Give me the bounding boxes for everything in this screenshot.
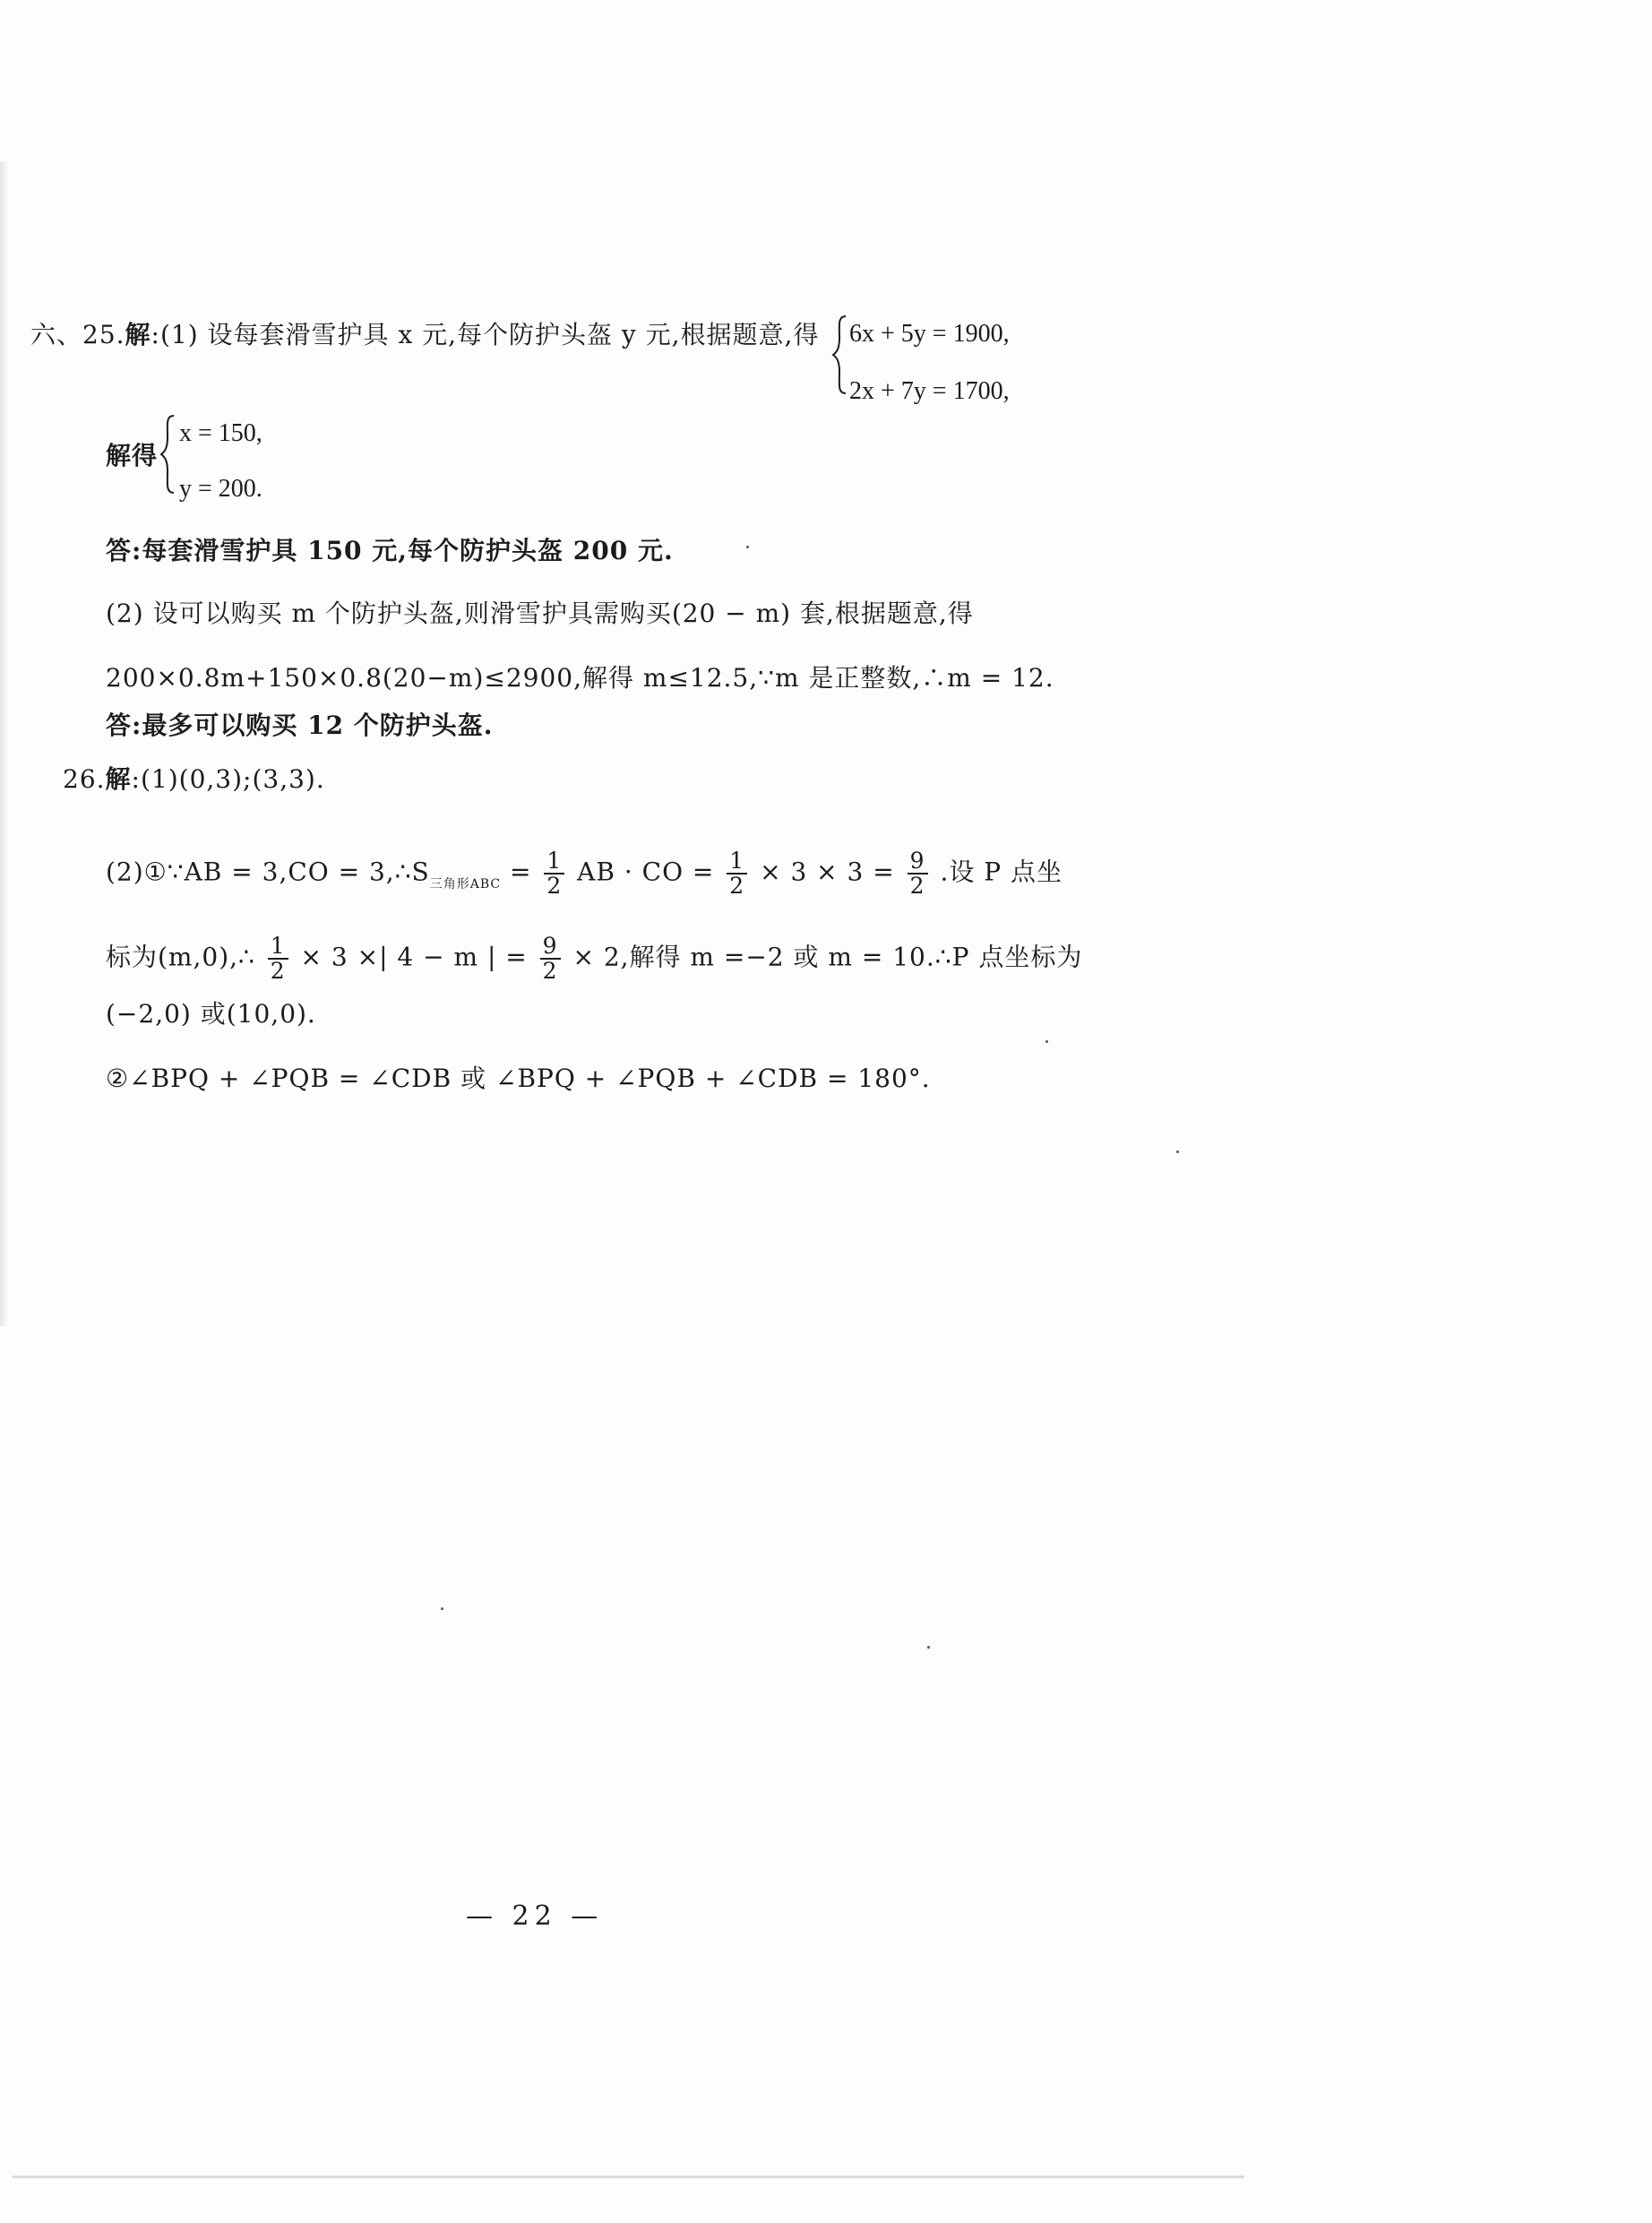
problem-26-result: (−2,0) 或(10,0).	[106, 999, 316, 1029]
solution-y: y = 200.	[179, 475, 262, 503]
solution-x: x = 150,	[179, 419, 262, 447]
left-brace-icon	[831, 314, 848, 395]
equation-2: 2x + 7y = 1700,	[849, 377, 1010, 405]
scan-speck	[441, 1607, 443, 1610]
fraction: $\frac{1}{2}$	[727, 849, 747, 898]
fraction: $\frac{1}{2}$	[544, 849, 564, 898]
fraction: $\frac{9}{2}$	[540, 935, 561, 983]
scan-speck	[746, 546, 749, 548]
fraction: $\frac{1}{2}$	[268, 935, 288, 983]
fraction: $\frac{9}{2}$	[908, 849, 928, 898]
answer-1: 答:每套滑雪护具 150 元,每个防护头盔 200 元.	[106, 536, 674, 565]
solved-label: 解得	[106, 441, 159, 470]
scan-bottom-line	[13, 2176, 1244, 2178]
problem-25-part2: (2) 设可以购买 m 个防护头盔,则滑雪护具需购买(20 − m) 套,根据题意,得	[106, 599, 974, 628]
scan-speck	[927, 1646, 930, 1649]
problem-26-part1: 26.解:(1)(0,3);(3,3).	[63, 764, 325, 794]
scan-speck	[1045, 1040, 1048, 1043]
answer-2: 答:最多可以购买 12 个防护头盔.	[106, 711, 494, 740]
scan-speck	[1176, 1150, 1179, 1153]
problem-26-area-line: (2)①∵AB = $3,CO = 3,\therefore S_{三角形ABC}$ = $\frac{1}{2}$ AB · CO = $\frac{1}{2}$ × 3 × 3 = $\frac{9}{2}$ .设 P 点坐	[106, 848, 1063, 899]
inequality-line: 200×0.8m+150×0.8(20−m)≤2900,解得 m≤12.5,∵m 是正整数,∴m = 12.	[106, 663, 1054, 693]
problem-26-coordinate-line: 标为(m,0),∴ $\frac{1}{2}$ × 3 ×| 4 − m | = $\frac{9}{2}$ × 2,解得 m =−2 或 m = 10.∴P 点坐标为	[106, 933, 1083, 984]
scan-edge-shadow	[0, 161, 9, 1326]
equation-1: 6x + 5y = 1900,	[849, 320, 1010, 348]
problem-26-angle-relation: ②∠BPQ + ∠PQB = ∠CDB 或 ∠BPQ + ∠PQB + ∠CDB = 180°.	[106, 1064, 931, 1093]
problem-25-part1: 六、25.解:(1) 设每套滑雪护具 x 元,每个防护头盔 y 元,根据题意,得	[30, 320, 820, 349]
page-number: — 22 —	[466, 1900, 604, 1932]
left-brace-icon	[159, 414, 176, 495]
